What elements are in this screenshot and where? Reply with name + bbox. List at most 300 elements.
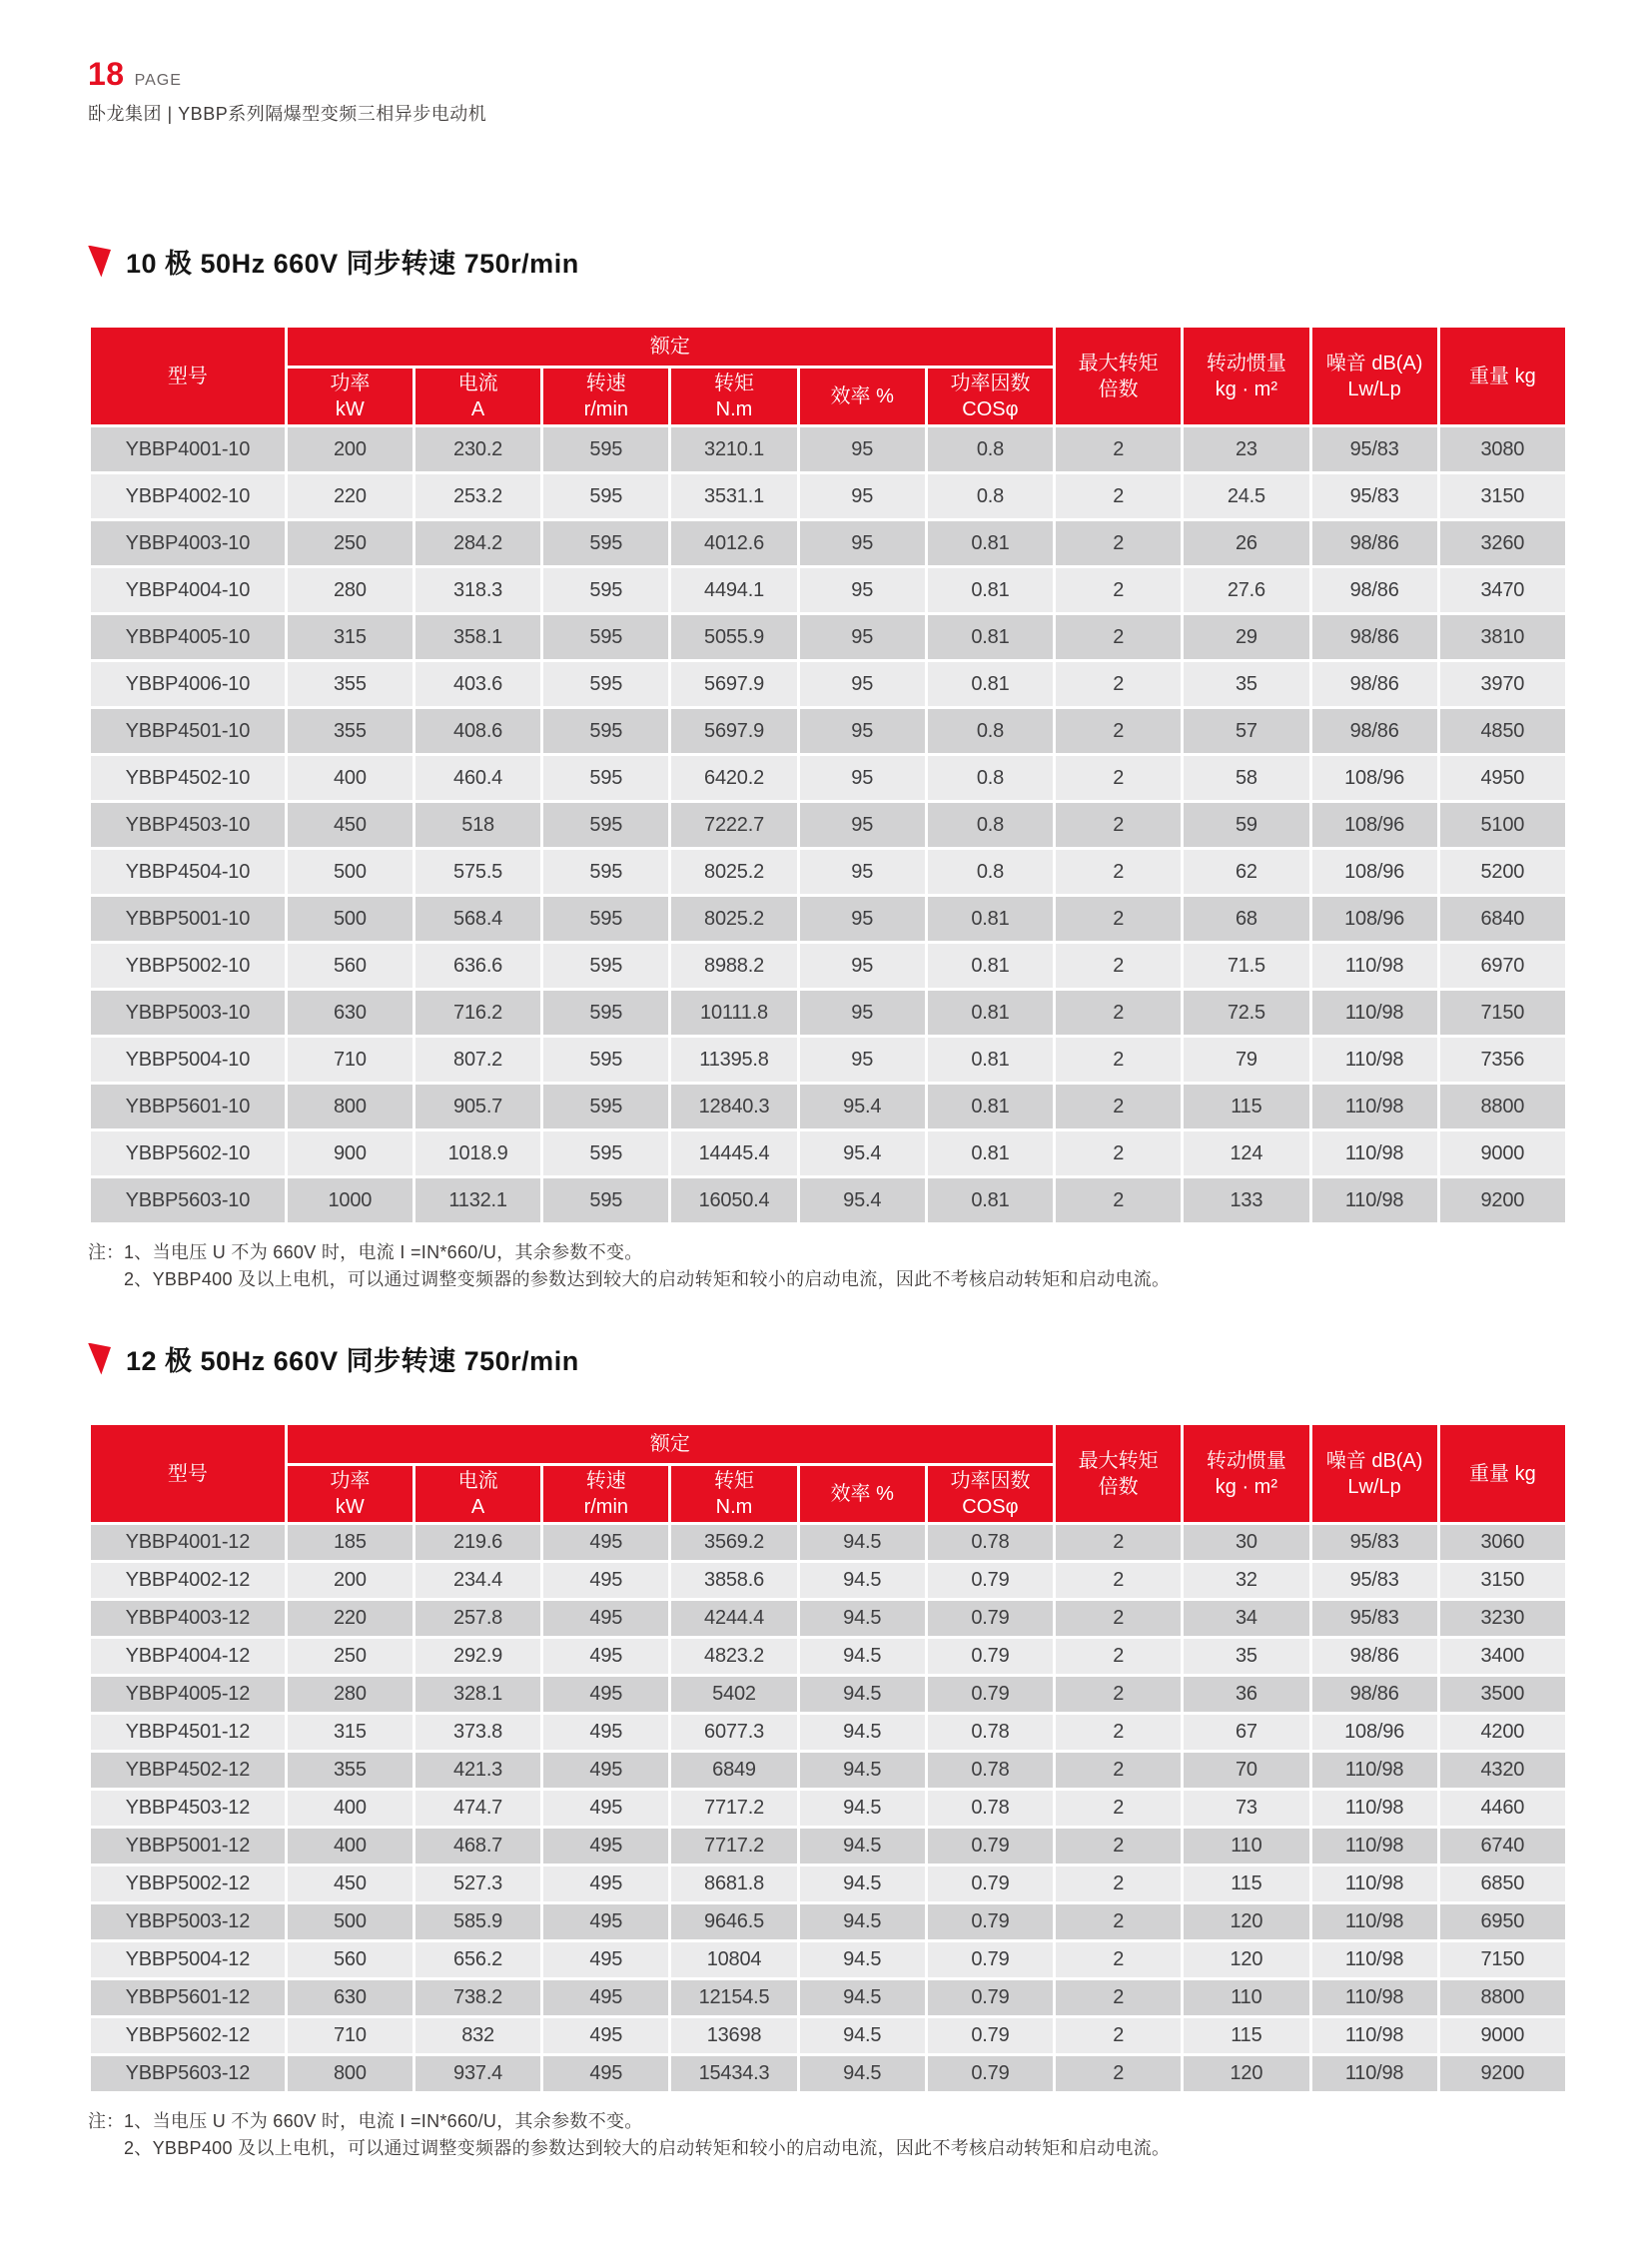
value-cell: 98/86 <box>1312 1677 1437 1712</box>
model-cell: YBBP5003-10 <box>91 991 285 1035</box>
value-cell: 292.9 <box>415 1639 540 1674</box>
value-cell: 1000 <box>288 1178 413 1222</box>
value-cell: 94.5 <box>800 1942 925 1977</box>
value-cell: 0.81 <box>928 1131 1053 1175</box>
value-cell: 62 <box>1184 850 1308 894</box>
value-cell: 738.2 <box>415 1980 540 2015</box>
value-cell: 495 <box>543 1980 668 2015</box>
value-cell: 2 <box>1056 1715 1181 1750</box>
spec-table-12-pole <box>88 1422 1568 2094</box>
value-cell: 95 <box>800 991 925 1035</box>
value-cell: 0.8 <box>928 427 1053 471</box>
value-cell: 7356 <box>1440 1038 1565 1082</box>
value-cell: 2 <box>1056 1904 1181 1939</box>
value-cell: 95 <box>800 709 925 753</box>
col-header-weight <box>1440 328 1565 424</box>
value-cell: 656.2 <box>415 1942 540 1977</box>
header-line: 电流 <box>457 373 498 394</box>
value-cell: 94.5 <box>800 1601 925 1636</box>
header-line: 电流 <box>457 1470 498 1492</box>
value-cell: 4823.2 <box>671 1639 796 1674</box>
model-cell: YBBP5001-12 <box>91 1829 285 1864</box>
document-subtitle: 卧龙集团 | YBBP系列隔爆型变频三相异步电动机 <box>88 104 487 124</box>
value-cell: 108/96 <box>1312 1715 1437 1750</box>
value-cell: 94.5 <box>800 1639 925 1674</box>
value-cell: 1018.9 <box>415 1131 540 1175</box>
value-cell: 318.3 <box>415 568 540 612</box>
value-cell: 518 <box>415 803 540 847</box>
header-line: 转速 <box>585 1470 626 1492</box>
value-cell: 0.81 <box>928 944 1053 988</box>
value-cell: 23 <box>1184 427 1308 471</box>
table-row <box>91 1525 1565 1560</box>
header-line: COSφ <box>962 1496 1019 1518</box>
value-cell: 7717.2 <box>671 1829 796 1864</box>
value-cell: 8800 <box>1440 1085 1565 1128</box>
value-cell: 95 <box>800 897 925 941</box>
value-cell: 6950 <box>1440 1904 1565 1939</box>
value-cell: 3470 <box>1440 568 1565 612</box>
model-cell: YBBP4001-10 <box>91 427 285 471</box>
model-cell: YBBP5602-12 <box>91 2018 285 2053</box>
section-title-text: 10 极 50Hz 660V 同步转速 750r/min <box>126 249 579 279</box>
value-cell: 0.8 <box>928 756 1053 800</box>
value-cell: 115 <box>1184 1085 1308 1128</box>
value-cell: 710 <box>288 2018 413 2053</box>
value-cell: 355 <box>288 662 413 706</box>
value-cell: 595 <box>543 803 668 847</box>
value-cell: 98/86 <box>1312 521 1437 565</box>
value-cell: 2 <box>1056 2018 1181 2053</box>
notes-lines <box>124 2108 1170 2162</box>
value-cell: 495 <box>543 1525 668 1560</box>
value-cell: 57 <box>1184 709 1308 753</box>
value-cell: 95/83 <box>1312 1525 1437 1560</box>
table-row <box>91 991 1565 1035</box>
value-cell: 110/98 <box>1312 1085 1437 1128</box>
value-cell: 110/98 <box>1312 1178 1437 1222</box>
value-cell: 832 <box>415 2018 540 2053</box>
header-line: 效率 % <box>830 1483 894 1505</box>
value-cell: 110/98 <box>1312 1131 1437 1175</box>
value-cell: 124 <box>1184 1131 1308 1175</box>
value-cell: 495 <box>543 1904 668 1939</box>
value-cell: 27.6 <box>1184 568 1308 612</box>
value-cell: 595 <box>543 944 668 988</box>
value-cell: 3531.1 <box>671 474 796 518</box>
value-cell: 495 <box>543 1563 668 1598</box>
value-cell: 120 <box>1184 1942 1308 1977</box>
value-cell: 95 <box>800 662 925 706</box>
value-cell: 0.81 <box>928 521 1053 565</box>
col-header-model: 型号 <box>91 1425 285 1522</box>
model-cell: YBBP4005-12 <box>91 1677 285 1712</box>
value-cell: 95 <box>800 427 925 471</box>
value-cell: 94.5 <box>800 1829 925 1864</box>
value-cell: 595 <box>543 1178 668 1222</box>
table-row <box>91 1942 1565 1977</box>
model-cell: YBBP4503-10 <box>91 803 285 847</box>
model-cell: YBBP5002-12 <box>91 1867 285 1901</box>
model-cell: YBBP4502-12 <box>91 1753 285 1788</box>
value-cell: 595 <box>543 1085 668 1128</box>
value-cell: 7717.2 <box>671 1791 796 1826</box>
value-cell: 4950 <box>1440 756 1565 800</box>
value-cell: 8800 <box>1440 1980 1565 2015</box>
value-cell: 595 <box>543 709 668 753</box>
value-cell: 527.3 <box>415 1867 540 1901</box>
header-line: N.m <box>715 398 753 420</box>
value-cell: 110/98 <box>1312 1867 1437 1901</box>
value-cell: 253.2 <box>415 474 540 518</box>
value-cell: 6850 <box>1440 1867 1565 1901</box>
value-cell: 373.8 <box>415 1715 540 1750</box>
value-cell: 595 <box>543 850 668 894</box>
value-cell: 234.4 <box>415 1563 540 1598</box>
value-cell: 495 <box>543 2018 668 2053</box>
value-cell: 0.8 <box>928 850 1053 894</box>
value-cell: 595 <box>543 1131 668 1175</box>
value-cell: 2 <box>1056 1038 1181 1082</box>
col-header-noise <box>1312 328 1437 424</box>
value-cell: 110/98 <box>1312 1904 1437 1939</box>
model-cell: YBBP4502-10 <box>91 756 285 800</box>
red-flag-icon <box>88 246 111 278</box>
value-cell: 636.6 <box>415 944 540 988</box>
value-cell: 15434.3 <box>671 2056 796 2091</box>
value-cell: 8025.2 <box>671 897 796 941</box>
model-cell: YBBP5603-12 <box>91 2056 285 2091</box>
value-cell: 30 <box>1184 1525 1308 1560</box>
col-header-torque <box>671 1466 796 1522</box>
header-line: 倍数 <box>1098 377 1139 400</box>
value-cell: 2 <box>1056 850 1181 894</box>
table-row <box>91 803 1565 847</box>
value-cell: 257.8 <box>415 1601 540 1636</box>
value-cell: 495 <box>543 1601 668 1636</box>
value-cell: 0.79 <box>928 2056 1053 2091</box>
model-cell: YBBP4002-12 <box>91 1563 285 1598</box>
value-cell: 94.5 <box>800 1677 925 1712</box>
value-cell: 133 <box>1184 1178 1308 1222</box>
model-cell: YBBP5001-10 <box>91 897 285 941</box>
table-row <box>91 1131 1565 1175</box>
value-cell: 284.2 <box>415 521 540 565</box>
value-cell: 3210.1 <box>671 427 796 471</box>
table-row <box>91 1904 1565 1939</box>
value-cell: 905.7 <box>415 1085 540 1128</box>
value-cell: 2 <box>1056 568 1181 612</box>
table-row <box>91 850 1565 894</box>
col-header-efficiency <box>800 369 925 424</box>
value-cell: 3500 <box>1440 1677 1565 1712</box>
note-line-1: 1、当电压 U 不为 660V 时，电流 I =IN*660/U，其余参数不变。 <box>124 2111 643 2131</box>
value-cell: 98/86 <box>1312 615 1437 659</box>
value-cell: 560 <box>288 944 413 988</box>
table-row <box>91 1677 1565 1712</box>
value-cell: 9200 <box>1440 2056 1565 2091</box>
header-line: N.m <box>715 1496 753 1518</box>
value-cell: 3810 <box>1440 615 1565 659</box>
header-line: COSφ <box>962 398 1019 420</box>
value-cell: 315 <box>288 615 413 659</box>
table-row <box>91 427 1565 471</box>
col-header-max-torque <box>1056 328 1181 424</box>
value-cell: 2 <box>1056 709 1181 753</box>
table-row <box>91 1753 1565 1788</box>
col-header-noise <box>1312 1425 1437 1522</box>
notes-prefix: 注： <box>88 2111 124 2131</box>
table-row <box>91 1601 1565 1636</box>
table-row <box>91 709 1565 753</box>
value-cell: 0.8 <box>928 803 1053 847</box>
value-cell: 595 <box>543 568 668 612</box>
value-cell: 95 <box>800 803 925 847</box>
col-header-speed <box>543 369 668 424</box>
value-cell: 495 <box>543 1677 668 1712</box>
value-cell: 9646.5 <box>671 1904 796 1939</box>
value-cell: 108/96 <box>1312 850 1437 894</box>
value-cell: 500 <box>288 850 413 894</box>
value-cell: 94.5 <box>800 2018 925 2053</box>
value-cell: 2 <box>1056 1131 1181 1175</box>
value-cell: 2 <box>1056 944 1181 988</box>
value-cell: 0.79 <box>928 1867 1053 1901</box>
header-line: kW <box>335 1496 365 1518</box>
value-cell: 95 <box>800 756 925 800</box>
spec-table-10-pole <box>88 325 1568 1225</box>
value-cell: 0.78 <box>928 1791 1053 1826</box>
table-row <box>91 1980 1565 2015</box>
model-cell: YBBP5002-10 <box>91 944 285 988</box>
value-cell: 95 <box>800 568 925 612</box>
value-cell: 110/98 <box>1312 944 1437 988</box>
header-line: 重量 kg <box>1469 1462 1536 1485</box>
value-cell: 1132.1 <box>415 1178 540 1222</box>
value-cell: 110/98 <box>1312 1791 1437 1826</box>
value-cell: 0.81 <box>928 897 1053 941</box>
value-cell: 110/98 <box>1312 1038 1437 1082</box>
value-cell: 110/98 <box>1312 2018 1437 2053</box>
table-notes <box>88 2108 1568 2162</box>
value-cell: 575.5 <box>415 850 540 894</box>
value-cell: 95.4 <box>800 1131 925 1175</box>
value-cell: 5200 <box>1440 850 1565 894</box>
value-cell: 250 <box>288 1639 413 1674</box>
value-cell: 110 <box>1184 1980 1308 2015</box>
value-cell: 185 <box>288 1525 413 1560</box>
value-cell: 2 <box>1056 1942 1181 1977</box>
value-cell: 5055.9 <box>671 615 796 659</box>
value-cell: 95 <box>800 1038 925 1082</box>
col-header-weight <box>1440 1425 1565 1522</box>
value-cell: 120 <box>1184 1904 1308 1939</box>
value-cell: 59 <box>1184 803 1308 847</box>
value-cell: 355 <box>288 1753 413 1788</box>
value-cell: 12840.3 <box>671 1085 796 1128</box>
value-cell: 0.81 <box>928 568 1053 612</box>
value-cell: 4850 <box>1440 709 1565 753</box>
value-cell: 0.78 <box>928 1525 1053 1560</box>
value-cell: 2 <box>1056 662 1181 706</box>
model-cell: YBBP4006-10 <box>91 662 285 706</box>
value-cell: 4200 <box>1440 1715 1565 1750</box>
header-line: 转速 <box>585 373 626 394</box>
value-cell: 400 <box>288 1829 413 1864</box>
value-cell: 9200 <box>1440 1178 1565 1222</box>
value-cell: 315 <box>288 1715 413 1750</box>
value-cell: 0.79 <box>928 1942 1053 1977</box>
value-cell: 595 <box>543 662 668 706</box>
table-row <box>91 1563 1565 1598</box>
value-cell: 220 <box>288 474 413 518</box>
value-cell: 630 <box>288 991 413 1035</box>
value-cell: 6740 <box>1440 1829 1565 1864</box>
header-line: 功率因数 <box>950 373 1031 394</box>
value-cell: 67 <box>1184 1715 1308 1750</box>
model-cell: YBBP4003-10 <box>91 521 285 565</box>
value-cell: 3230 <box>1440 1601 1565 1636</box>
value-cell: 937.4 <box>415 2056 540 2091</box>
value-cell: 0.79 <box>928 1639 1053 1674</box>
value-cell: 3150 <box>1440 1563 1565 1598</box>
note-line-2: 2、YBBP400 及以上电机，可以通过调整变频器的参数达到较大的启动转矩和较小的启动电流，因此不考核启动转矩和启动电流。 <box>124 2138 1171 2158</box>
value-cell: 280 <box>288 568 413 612</box>
value-cell: 2 <box>1056 1085 1181 1128</box>
value-cell: 0.81 <box>928 1178 1053 1222</box>
model-cell: YBBP5004-10 <box>91 1038 285 1082</box>
value-cell: 230.2 <box>415 427 540 471</box>
value-cell: 0.81 <box>928 1038 1053 1082</box>
value-cell: 358.1 <box>415 615 540 659</box>
value-cell: 421.3 <box>415 1753 540 1788</box>
table-row <box>91 2018 1565 2053</box>
header-line: Lw/Lp <box>1347 1475 1401 1498</box>
value-cell: 6849 <box>671 1753 796 1788</box>
value-cell: 0.81 <box>928 1085 1053 1128</box>
model-cell: YBBP5602-10 <box>91 1131 285 1175</box>
value-cell: 220 <box>288 1601 413 1636</box>
value-cell: 900 <box>288 1131 413 1175</box>
header-line: 噪音 dB(A) <box>1325 1449 1423 1472</box>
value-cell: 2 <box>1056 1980 1181 2015</box>
col-header-rated-group: 额定 <box>288 1425 1053 1463</box>
col-header-power-factor <box>928 1466 1053 1522</box>
value-cell: 98/86 <box>1312 1639 1437 1674</box>
value-cell: 7150 <box>1440 991 1565 1035</box>
table-row <box>91 1791 1565 1826</box>
model-cell: YBBP5003-12 <box>91 1904 285 1939</box>
value-cell: 0.81 <box>928 615 1053 659</box>
table-row <box>91 1829 1565 1864</box>
col-header-inertia <box>1184 328 1308 424</box>
header-line: r/min <box>583 398 629 420</box>
model-cell: YBBP4504-10 <box>91 850 285 894</box>
header-line: A <box>470 398 485 420</box>
value-cell: 495 <box>543 2056 668 2091</box>
value-cell: 800 <box>288 1085 413 1128</box>
value-cell: 807.2 <box>415 1038 540 1082</box>
value-cell: 2 <box>1056 2056 1181 2091</box>
value-cell: 460.4 <box>415 756 540 800</box>
value-cell: 2 <box>1056 756 1181 800</box>
value-cell: 0.81 <box>928 662 1053 706</box>
value-cell: 95 <box>800 521 925 565</box>
model-cell: YBBP4003-12 <box>91 1601 285 1636</box>
table-row <box>91 662 1565 706</box>
header-line: r/min <box>583 1496 629 1518</box>
value-cell: 2 <box>1056 991 1181 1035</box>
value-cell: 95/83 <box>1312 474 1437 518</box>
header-line: 噪音 dB(A) <box>1325 352 1423 374</box>
value-cell: 495 <box>543 1639 668 1674</box>
value-cell: 495 <box>543 1791 668 1826</box>
value-cell: 2 <box>1056 474 1181 518</box>
value-cell: 4460 <box>1440 1791 1565 1826</box>
value-cell: 3150 <box>1440 474 1565 518</box>
value-cell: 450 <box>288 1867 413 1901</box>
value-cell: 495 <box>543 1829 668 1864</box>
section-10-pole <box>88 242 1568 1293</box>
value-cell: 2 <box>1056 1639 1181 1674</box>
header-line: 转动惯量 <box>1206 1449 1286 1472</box>
value-cell: 355 <box>288 709 413 753</box>
value-cell: 560 <box>288 1942 413 1977</box>
value-cell: 585.9 <box>415 1904 540 1939</box>
value-cell: 0.79 <box>928 1980 1053 2015</box>
value-cell: 73 <box>1184 1791 1308 1826</box>
note-line-1: 1、当电压 U 不为 660V 时，电流 I =IN*660/U，其余参数不变。 <box>124 1242 643 1262</box>
model-cell: YBBP4004-10 <box>91 568 285 612</box>
value-cell: 0.78 <box>928 1753 1053 1788</box>
model-cell: YBBP5601-12 <box>91 1980 285 2015</box>
value-cell: 495 <box>543 1715 668 1750</box>
table-row <box>91 944 1565 988</box>
value-cell: 94.5 <box>800 1867 925 1901</box>
value-cell: 468.7 <box>415 1829 540 1864</box>
section-title-10-pole <box>88 242 1568 281</box>
header-line: 功率 <box>330 1470 371 1492</box>
header-line: 转矩 <box>714 1470 755 1492</box>
value-cell: 29 <box>1184 615 1308 659</box>
value-cell: 450 <box>288 803 413 847</box>
header-line: 倍数 <box>1098 1475 1139 1498</box>
col-header-inertia <box>1184 1425 1308 1522</box>
table-row <box>91 568 1565 612</box>
value-cell: 8988.2 <box>671 944 796 988</box>
value-cell: 34 <box>1184 1601 1308 1636</box>
notes-lines <box>124 1239 1170 1293</box>
value-cell: 595 <box>543 615 668 659</box>
notes-prefix: 注： <box>88 1242 124 1262</box>
value-cell: 10111.8 <box>671 991 796 1035</box>
value-cell: 94.5 <box>800 1563 925 1598</box>
model-cell: YBBP4503-12 <box>91 1791 285 1826</box>
value-cell: 95.4 <box>800 1178 925 1222</box>
red-flag-icon <box>88 1343 111 1375</box>
value-cell: 72.5 <box>1184 991 1308 1035</box>
value-cell: 2 <box>1056 897 1181 941</box>
header-line: A <box>470 1496 485 1518</box>
page-label: PAGE <box>134 72 182 89</box>
value-cell: 0.79 <box>928 1563 1053 1598</box>
value-cell: 115 <box>1184 2018 1308 2053</box>
value-cell: 200 <box>288 427 413 471</box>
value-cell: 495 <box>543 1867 668 1901</box>
value-cell: 4494.1 <box>671 568 796 612</box>
value-cell: 495 <box>543 1753 668 1788</box>
table-row <box>91 1715 1565 1750</box>
